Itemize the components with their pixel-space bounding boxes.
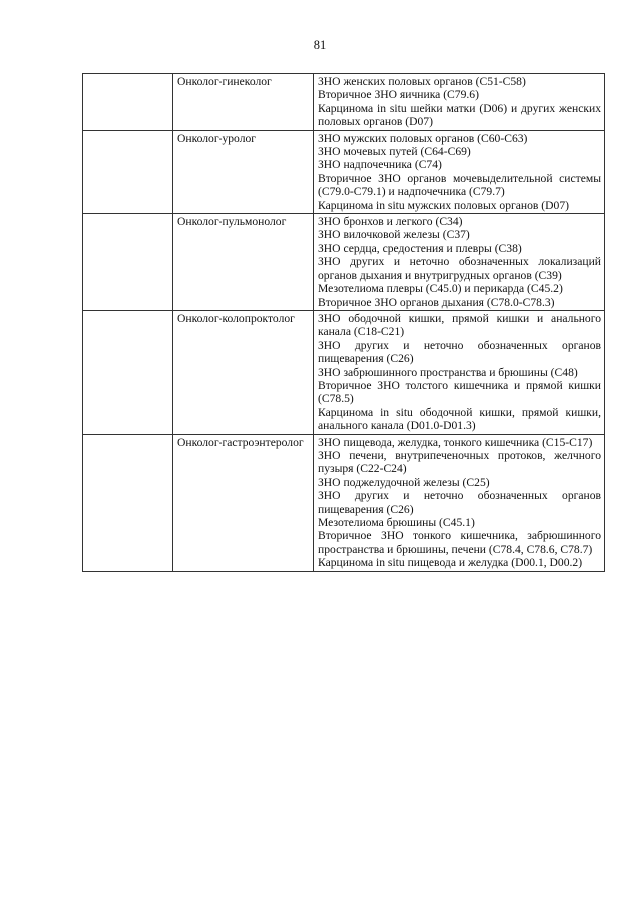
specialist-name: Онколог-пульмонолог	[177, 215, 287, 229]
specialist-cell	[173, 130, 314, 213]
diagnosis-item: Мезотелиома брюшины (С45.1)	[318, 516, 475, 529]
empty-cell	[83, 214, 173, 311]
diagnosis-item: Вторичное ЗНО органов дыхания (С78.0-С78.3)	[318, 295, 555, 309]
table-row	[83, 434, 605, 571]
diagnosis-item: ЗНО забрюшинного пространства и брюшины (С48)	[318, 365, 578, 379]
diagnosis-item: ЗНО вилочковой железы (С37)	[318, 228, 470, 242]
specialist-cell	[173, 434, 314, 571]
diagnosis-item: ЗНО мочевых путей (С64-С69)	[318, 145, 471, 159]
diagnosis-item: ЗНО надпочечника (С74)	[318, 158, 442, 172]
diagnosis-item: ЗНО ободочной кишки, прямой кишки и анального канала (С18-С21)	[318, 311, 601, 339]
diagnoses-cell	[314, 74, 605, 131]
empty-cell	[83, 434, 173, 571]
specialist-name: Онколог-уролог	[177, 131, 257, 145]
diagnosis-item: Вторичное ЗНО яичника (С79.6)	[318, 88, 479, 102]
diagnosis-item: Карцинома in situ пищевода и желудка (D00.1, D00.2)	[318, 556, 583, 570]
diagnosis-item: ЗНО других и неточно обозначенных органов пищеварения (С26)	[318, 338, 601, 366]
page-number: 81	[313, 38, 327, 52]
diagnosis-item: ЗНО пищевода, желудка, тонкого кишечника (С15-С17)	[318, 435, 593, 449]
diagnosis-item: ЗНО печени, внутрипеченочных протоков, желчного пузыря (С22-С24)	[318, 448, 601, 476]
diagnosis-item: Вторичное ЗНО толстого кишечника и прямой кишки (С78.5)	[318, 378, 601, 406]
diagnosis-item: Карцинома in situ мужских половых органов (D07)	[318, 198, 569, 212]
table-row	[83, 74, 605, 131]
diagnosis-item: ЗНО мужских половых органов (С60-С63)	[318, 131, 528, 145]
diagnoses-cell	[314, 434, 605, 571]
diagnoses-cell	[314, 310, 605, 434]
diagnosis-item: ЗНО других и неточно обозначенных локализаций органов дыхания и внутригрудных органов (С39)	[318, 255, 601, 282]
diagnoses-cell	[314, 130, 605, 213]
empty-cell	[83, 310, 173, 434]
diagnosis-item: Мезотелиома плевры (С45.0) и перикарда (С45.2)	[318, 282, 563, 296]
specialist-cell	[173, 74, 314, 131]
table-row	[83, 214, 605, 311]
specialist-diagnosis-table	[82, 73, 605, 572]
diagnoses-cell	[314, 214, 605, 311]
diagnosis-item: Карцинома in situ шейки матки (D06) и других женских половых органов (D07)	[318, 101, 601, 129]
table-row	[83, 310, 605, 434]
specialist-cell	[173, 214, 314, 311]
empty-cell	[83, 130, 173, 213]
diagnosis-item: Вторичное ЗНО тонкого кишечника, забрюшинного пространства и брюшины, печени (С78.4, С78.6, С78.7)	[318, 529, 601, 556]
specialist-name: Онколог-гинеколог	[177, 75, 272, 88]
specialist-cell	[173, 310, 314, 434]
specialist-name: Онколог-колопроктолог	[177, 311, 295, 325]
diagnosis-item: ЗНО бронхов и легкого (С34)	[318, 215, 463, 229]
diagnosis-item: ЗНО женских половых органов (С51-С58)	[318, 75, 526, 88]
diagnosis-item: ЗНО сердца, средостения и плевры (С38)	[318, 241, 522, 255]
diagnosis-item: Вторичное ЗНО органов мочевыделительной системы (С79.0-С79.1) и надпочечника (С79.7)	[318, 171, 601, 199]
diagnosis-item: Карцинома in situ ободочной кишки, прямой кишки, анального канала (D01.0-D01.3)	[318, 405, 601, 433]
diagnosis-item: ЗНО поджелудочной железы (С25)	[318, 475, 490, 489]
empty-cell	[83, 74, 173, 131]
specialist-name: Онколог-гастроэнтеролог	[177, 435, 304, 449]
table-row	[83, 130, 605, 213]
diagnosis-item: ЗНО других и неточно обозначенных органов пищеварения (С26)	[318, 489, 601, 516]
